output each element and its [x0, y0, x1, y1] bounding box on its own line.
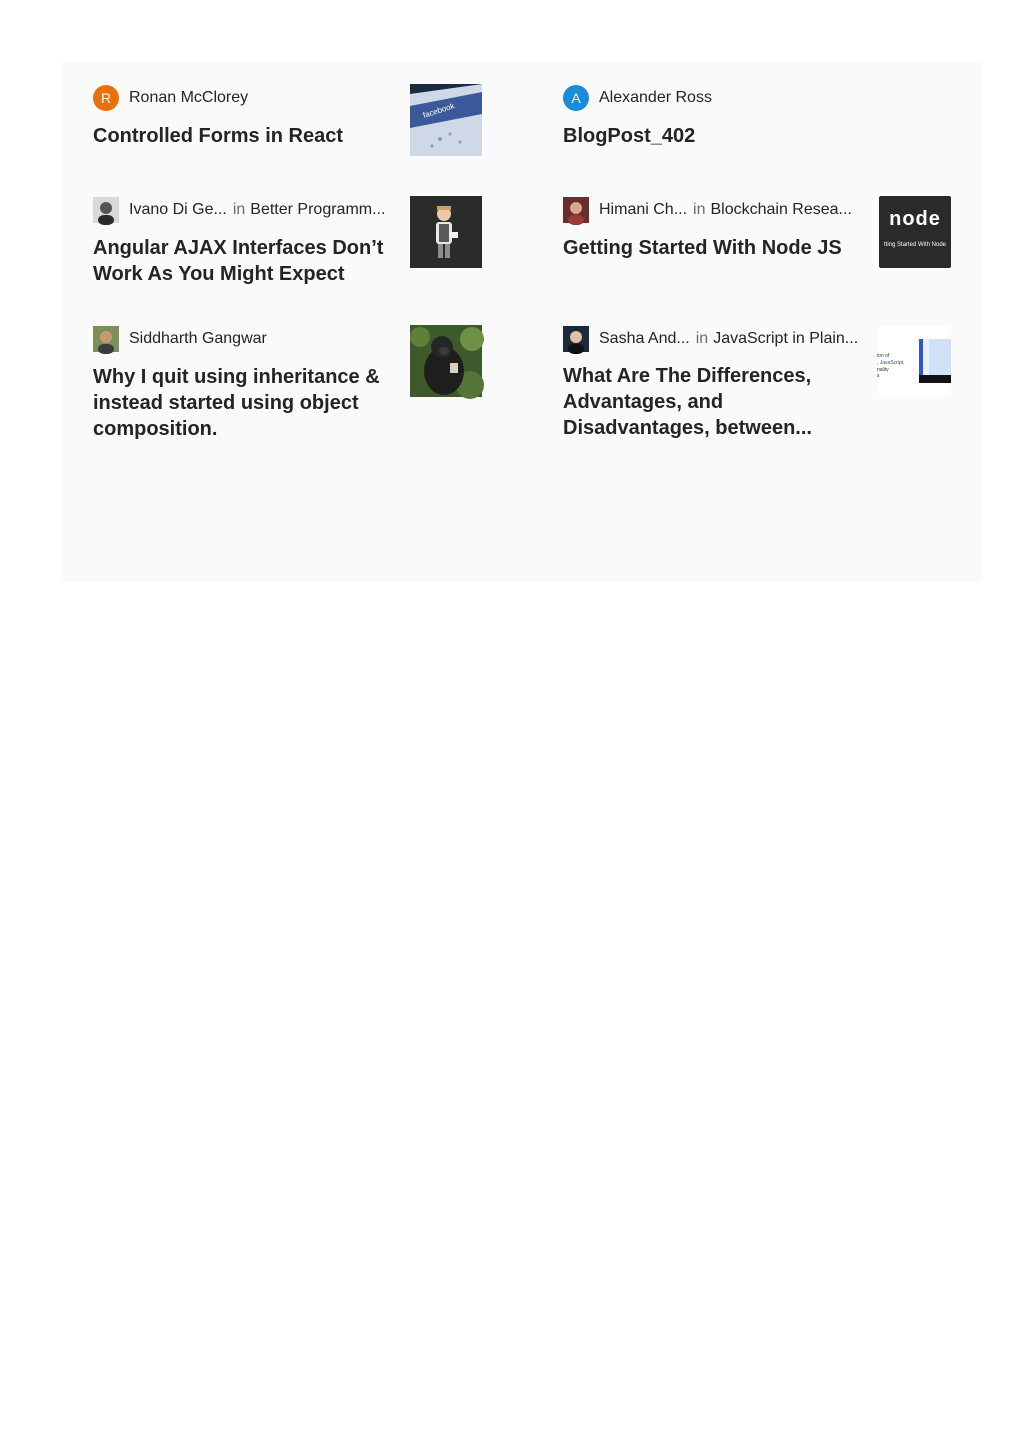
story-meta [563, 326, 858, 352]
child-photo-thumbnail-icon [410, 196, 482, 268]
person-photo-icon [93, 326, 119, 352]
gorilla-photo-thumbnail-icon [410, 325, 482, 397]
story-meta [93, 197, 385, 223]
author-name[interactable]: Sasha And... [599, 330, 690, 347]
author-name[interactable]: Himani Ch... [599, 201, 688, 218]
story-thumbnail[interactable] [879, 325, 951, 397]
publication-name[interactable]: JavaScript in Plain... [713, 330, 859, 347]
facebook-screen-thumbnail-icon [410, 84, 482, 156]
in-separator: in [695, 330, 709, 347]
in-separator: in [232, 201, 246, 218]
story-thumbnail[interactable] [879, 196, 951, 268]
person-photo-icon [93, 197, 119, 223]
author-name[interactable]: Alexander Ross [599, 89, 712, 106]
story-title[interactable]: Getting Started With Node JS [563, 237, 842, 259]
author-avatar[interactable] [93, 197, 119, 223]
author-name[interactable]: Ronan McClorey [129, 89, 249, 106]
publication-name[interactable]: Blockchain Resea... [710, 201, 852, 218]
story-title[interactable]: BlogPost_402 [563, 125, 696, 147]
thumbnail-text-1: ion of [877, 353, 890, 359]
author-avatar[interactable]: A [563, 85, 589, 111]
publication-name[interactable]: Better Programm... [250, 201, 386, 218]
author-avatar[interactable] [563, 197, 589, 223]
story-title[interactable]: Angular AJAX Interfaces Don’t Work As You Might Expect [93, 237, 384, 285]
author-name[interactable]: Siddharth Gangwar [129, 330, 267, 347]
code-graphic-icon [879, 325, 951, 397]
story-thumbnail[interactable] [410, 196, 482, 268]
story-meta [93, 85, 248, 111]
story-meta [93, 326, 267, 352]
story-title[interactable]: Controlled Forms in React [93, 125, 344, 147]
story-title[interactable]: Why I quit using inheritance & instead started using object composition. [93, 366, 380, 440]
author-avatar[interactable] [563, 326, 589, 352]
author-avatar[interactable]: R [93, 85, 119, 111]
thumbnail-text-4: s [877, 373, 880, 379]
in-separator: in [693, 201, 706, 218]
person-photo-icon [563, 326, 589, 352]
story-thumbnail[interactable] [410, 84, 482, 156]
node-logo: node [889, 208, 941, 230]
story-thumbnail[interactable] [410, 325, 482, 397]
thumbnail-text-3: nality [877, 367, 889, 373]
story-title[interactable]: What Are The Differences, Advantages, and Disadvantages, between... [563, 365, 812, 439]
svg-text:facebook: facebook [421, 101, 456, 120]
thumbnail-caption: tting Started With Node [883, 242, 947, 248]
author-name[interactable]: Ivano Di Ge... [129, 201, 227, 218]
thumbnail-text-2: , JavaScript, [877, 360, 905, 366]
person-photo-icon [563, 197, 589, 223]
story-meta [563, 85, 712, 111]
recommended-stories-panel [62, 62, 982, 582]
author-avatar[interactable] [93, 326, 119, 352]
story-meta [563, 197, 852, 223]
